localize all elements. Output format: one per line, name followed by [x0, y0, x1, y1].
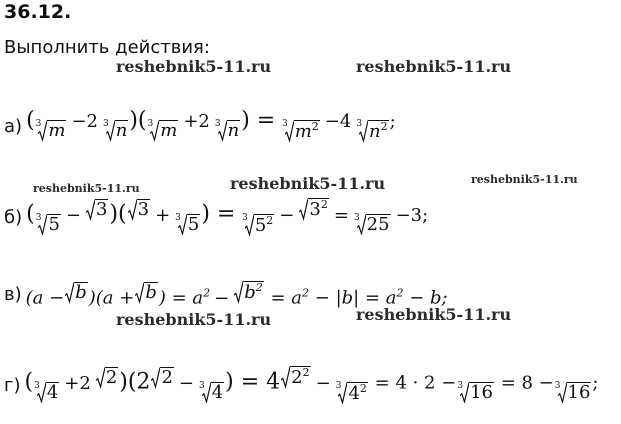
radical: [36, 120, 67, 142]
math-token: 3: [457, 380, 464, 391]
radical: [215, 120, 240, 142]
math-token: [299, 198, 308, 221]
math-token: 16: [470, 381, 493, 403]
item-label: б): [4, 206, 23, 228]
math-token: +2: [64, 372, 91, 394]
math-token: n: [227, 120, 240, 141]
expression: ( 3 4 +2 2 )(2 2 − 3 4 ) = 4 $2^2$ − 3 $4^2$ = 4 · 2 − 3 16 = 8 − 3 16 ;: [24, 366, 599, 404]
math-token: 3: [214, 119, 221, 129]
math-token: +: [155, 204, 171, 226]
math-token: 3: [96, 199, 108, 220]
math-token: b: [75, 282, 87, 303]
radical: [356, 120, 388, 143]
math-token: [359, 120, 368, 143]
math-token: [147, 119, 159, 142]
math-token: )(2: [119, 369, 151, 395]
radical: [336, 382, 368, 405]
radical: [135, 282, 158, 304]
math-token: =: [333, 204, 349, 226]
math-token: [558, 382, 567, 404]
radical: [65, 282, 88, 304]
radical: [282, 120, 320, 143]
watermark: reshebnik5-11.ru: [471, 173, 578, 186]
math-token: −: [178, 372, 194, 394]
math-token: +2: [183, 111, 210, 132]
math-token: [335, 380, 347, 405]
math-token: 16: [567, 381, 591, 403]
math-token: 2: [255, 281, 263, 294]
math-token: [96, 367, 105, 389]
watermark: reshebnik5-11.ru: [116, 57, 272, 76]
math-token: 5: [48, 213, 60, 235]
radical: [199, 382, 224, 404]
math-token: m: [160, 120, 178, 141]
equation-a: [4, 110, 396, 143]
math-token: −: [279, 204, 295, 226]
math-token: −: [315, 372, 331, 394]
math-token: [86, 199, 95, 221]
radical: [34, 382, 59, 404]
watermark: reshebnik5-11.ru: [116, 310, 272, 329]
math-token: 3: [35, 212, 42, 223]
math-token: 2: [302, 286, 310, 300]
math-token: 3: [103, 119, 109, 129]
item-label: в): [4, 284, 22, 306]
math-token: [218, 120, 227, 142]
math-token: 4: [46, 381, 59, 403]
math-token: 3: [356, 119, 363, 129]
radical: [36, 214, 61, 236]
math-token: $2^2$: [291, 366, 310, 388]
watermark: reshebnik5-11.ru: [356, 57, 512, 76]
problem-number: 36.12.: [4, 1, 72, 23]
radical: [148, 120, 179, 142]
math-token: 2: [266, 213, 274, 227]
math-token: [37, 382, 46, 404]
math-token: ) =: [201, 201, 236, 227]
task-statement: Выполнить действия:: [4, 37, 210, 58]
math-token: ) =: [241, 108, 276, 133]
math-token: 3: [554, 380, 561, 391]
math-token: $4^2$: [348, 381, 367, 404]
math-token: [151, 367, 160, 389]
math-token: n: [115, 120, 128, 141]
math-token: 3: [137, 199, 150, 220]
expression: ( 3 m −2 3 n )( 3 m +2 3 n ) = 3 $m^2$ −4 3 $n^2$ ;: [26, 108, 396, 142]
expression: [26, 198, 432, 236]
math-token: 2: [380, 120, 388, 133]
radical: [242, 214, 274, 237]
math-token: 25: [366, 213, 390, 235]
math-token: $5^2$: [254, 213, 274, 236]
math-token: 2: [396, 286, 404, 300]
radical: [555, 382, 592, 404]
radical: [299, 198, 328, 221]
math-token: [202, 382, 211, 404]
math-token: )(: [129, 108, 147, 133]
math-token: −3;: [395, 204, 429, 226]
watermark: reshebnik5-11.ru: [230, 174, 386, 193]
math-token: 3: [147, 119, 154, 129]
math-token: $m^2$: [294, 120, 319, 142]
math-token: 5: [187, 213, 200, 235]
radical: [86, 199, 108, 221]
math-token: (: [26, 201, 35, 227]
math-token: 2: [161, 367, 173, 388]
math-token: [178, 214, 187, 236]
math-token: 2: [359, 381, 367, 395]
math-token: $b^2$: [244, 281, 263, 303]
math-token: 3: [35, 119, 42, 129]
math-token: [460, 382, 469, 404]
math-token: $3^2$: [309, 198, 328, 220]
math-token: 2: [105, 367, 118, 388]
math-token: [281, 366, 290, 389]
math-token: $n^2$: [369, 120, 388, 142]
math-token: 3: [34, 380, 40, 391]
math-token: −4: [324, 111, 352, 132]
equation-b: [4, 198, 432, 236]
radical: [175, 214, 200, 236]
math-token: [128, 199, 137, 221]
math-token: 2: [203, 286, 211, 300]
radical: [234, 281, 264, 304]
radical: [128, 199, 150, 221]
math-token: 3: [175, 212, 181, 223]
math-token: −: [214, 287, 230, 309]
math-token: [357, 214, 366, 236]
math-token: m: [48, 120, 66, 141]
radical: [103, 120, 128, 142]
math-token: [135, 282, 144, 304]
equation-v: [4, 281, 448, 309]
math-token: )(: [109, 201, 127, 227]
math-token: (: [24, 369, 34, 395]
math-token: b: [145, 282, 157, 303]
math-token: 3: [198, 380, 205, 391]
math-token: 2: [311, 120, 319, 133]
radical: [151, 367, 173, 389]
math-token: ) = 4: [225, 369, 281, 395]
radical: [457, 382, 494, 404]
math-token: 3: [242, 212, 248, 223]
watermark: reshebnik5-11.ru: [33, 182, 140, 195]
math-token: 2: [302, 366, 310, 379]
math-token: 3: [353, 212, 360, 223]
math-token: 2: [320, 198, 328, 211]
math-token: −2: [71, 111, 99, 132]
math-token: [35, 119, 47, 142]
radical: [96, 367, 118, 389]
radical: [281, 366, 310, 389]
math-token: 3: [335, 380, 342, 391]
math-token: [106, 120, 115, 142]
expression: (a − b )(a + b ) = $a^2$ − $b^2$ = $a^2 - |b| = a^2 - b$;: [25, 281, 448, 309]
item-label: а): [4, 115, 23, 137]
math-token: [234, 281, 243, 304]
math-token: [245, 214, 254, 237]
math-token: (: [26, 108, 35, 133]
math-token: [35, 212, 47, 236]
math-token: −: [65, 204, 81, 226]
item-label: г): [4, 374, 21, 396]
math-token: 4: [211, 381, 224, 403]
math-token: [285, 120, 294, 143]
math-token: [65, 282, 74, 304]
equation-g: [4, 366, 598, 404]
math-token: 3: [281, 119, 288, 129]
watermark: reshebnik5-11.ru: [356, 305, 512, 324]
radical: [354, 214, 391, 236]
